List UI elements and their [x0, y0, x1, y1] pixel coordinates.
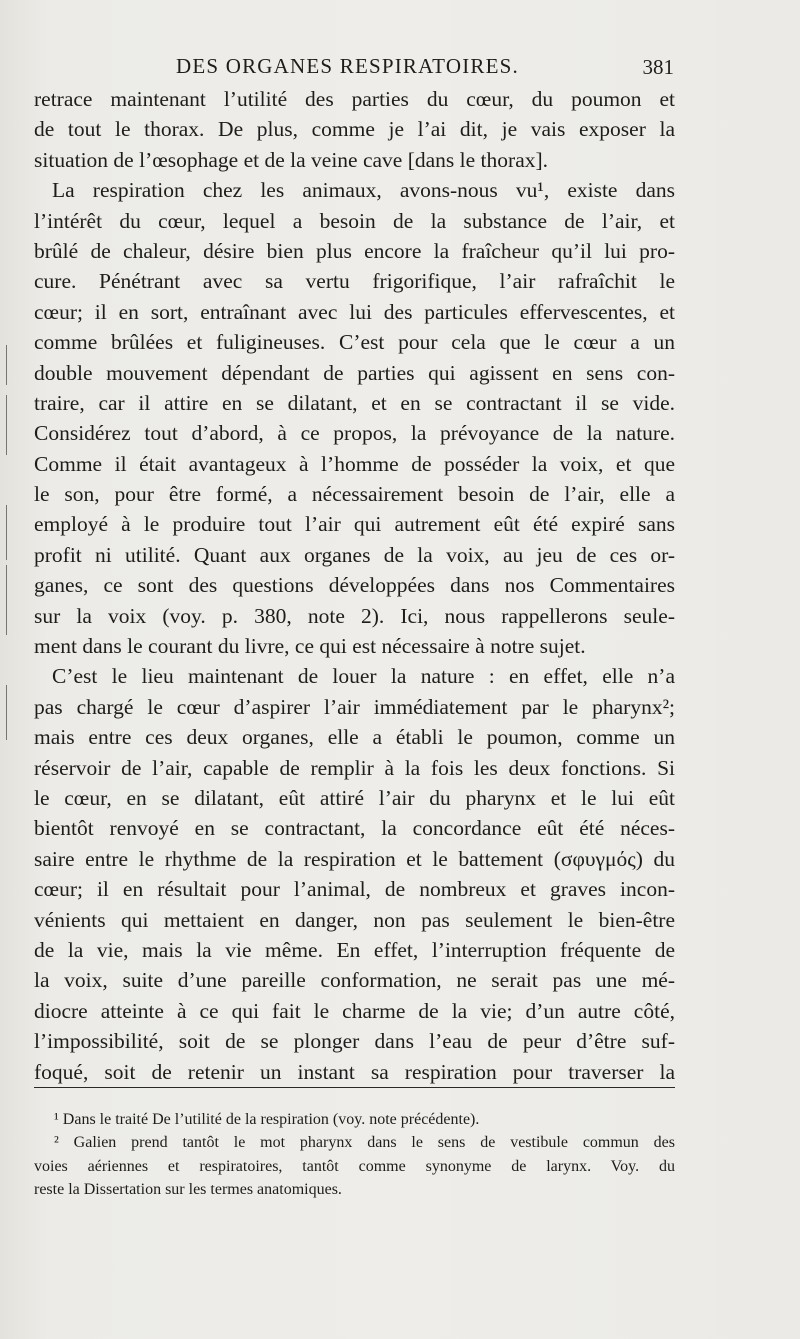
page-number: 381 [642, 55, 674, 79]
text-line: employé à le produire tout l’air qui autrement eût été expiré sans [34, 512, 675, 537]
footnote-line: ² Galien prend tantôt le mot pharynx dans le sens de vestibule commun des [54, 1134, 675, 1152]
running-head [34, 54, 674, 82]
text-line: diocre atteinte à ce qui fait le charme de la vie; d’un autre côté, [34, 998, 675, 1023]
text-line: mais entre ces deux organes, elle a établi le poumon, comme un [34, 725, 675, 750]
footnote-line: ¹ Dans le traité De l’utilité de la respiration (voy. note précédente). [54, 1111, 480, 1128]
text-line: vénients qui mettaient en danger, non pas seulement le bien-être [34, 907, 675, 932]
text-line: cure. Pénétrant avec sa vertu frigorifique, l’air rafraîchit le [34, 269, 675, 294]
text-line: retrace maintenant l’utilité des parties du cœur, du poumon et [34, 87, 675, 111]
text-line: de la vie, mais la vie même. En effet, l’interruption fréquente de [34, 937, 675, 962]
footnote-rule [34, 1087, 675, 1088]
text-line: double mouvement dépendant de parties qui agissent en sens con- [34, 360, 675, 385]
text-line: profit ni utilité. Quant aux organes de la voix, au jeu de ces or- [34, 542, 675, 567]
footnote-line: voies aériennes et respiratoires, tantôt comme synonyme de larynx. Voy. du [34, 1157, 675, 1175]
text-line: situation de l’œsophage et de la veine cave [dans le thorax]. [34, 147, 549, 172]
text-line: C’est le lieu maintenant de louer la nature : en effet, elle n’a [52, 664, 675, 689]
text-line: Comme il était avantageux à l’homme de posséder la voix, et que [34, 451, 675, 476]
text-line: foqué, soit de retenir un instant sa respiration pour traverser la [34, 1059, 675, 1084]
text-line: l’impossibilité, soit de se plonger dans l’eau de peur d’être suf- [34, 1029, 675, 1054]
text-line: le son, pour être formé, a nécessairement besoin de l’air, elle a [34, 482, 675, 507]
text-line: cœur; il en résultait pour l’animal, de nombreux et graves incon- [34, 877, 675, 902]
margin-mark [6, 395, 7, 455]
footnote-line: reste la Dissertation sur les termes anatomiques. [34, 1180, 342, 1198]
text-line: sur la voix (voy. p. 380, note 2). Ici, nous rappellerons seule- [34, 603, 675, 628]
text-line: traire, car il attire en se dilatant, et en se contractant il se vide. [34, 390, 675, 415]
body-text [34, 84, 675, 1087]
text-line: la voix, suite d’une pareille conformation, ne serait pas une mé- [34, 968, 675, 993]
text-line: saire entre le rhythme de la respiration et le battement (σφυγμός) du [34, 846, 675, 871]
text-line: de tout le thorax. De plus, comme je l’ai dit, je vais exposer la [34, 117, 675, 142]
text-line: réservoir de l’air, capable de remplir à la fois les deux fonctions. Si [34, 755, 675, 780]
text-line: comme brûlées et fuligineuses. C’est pour cela que le cœur a un [34, 330, 675, 355]
footnotes [34, 1108, 675, 1201]
text-line: pas chargé le cœur d’aspirer l’air immédiatement par le pharynx²; [34, 694, 675, 719]
text-line: l’intérêt du cœur, lequel a besoin de la substance de l’air, et [34, 208, 675, 233]
text-line: bientôt renvoyé en se contractant, la concordance eût été néces- [34, 816, 675, 841]
text-line: ganes, ce sont des questions développées dans nos Commentaires [34, 573, 675, 598]
text-line: le cœur, en se dilatant, eût attiré l’air du pharynx et le lui eût [34, 785, 675, 810]
margin-mark [6, 565, 7, 635]
margin-mark [6, 345, 7, 385]
text-line: brûlé de chaleur, désire bien plus encore la fraîcheur qu’il lui pro- [34, 238, 675, 263]
text-line: cœur; il en sort, entraînant avec lui des particules effervescentes, et [34, 299, 675, 324]
running-title: DES ORGANES RESPIRATOIRES. [176, 54, 519, 78]
margin-mark [6, 685, 7, 740]
margin-mark [6, 505, 7, 560]
text-line: Considérez tout d’abord, à ce propos, la prévoyance de la nature. [34, 421, 675, 446]
text-line: ment dans le courant du livre, ce qui est nécessaire à notre sujet. [34, 634, 586, 659]
text-line: La respiration chez les animaux, avons-nous vu¹, existe dans [52, 178, 675, 203]
